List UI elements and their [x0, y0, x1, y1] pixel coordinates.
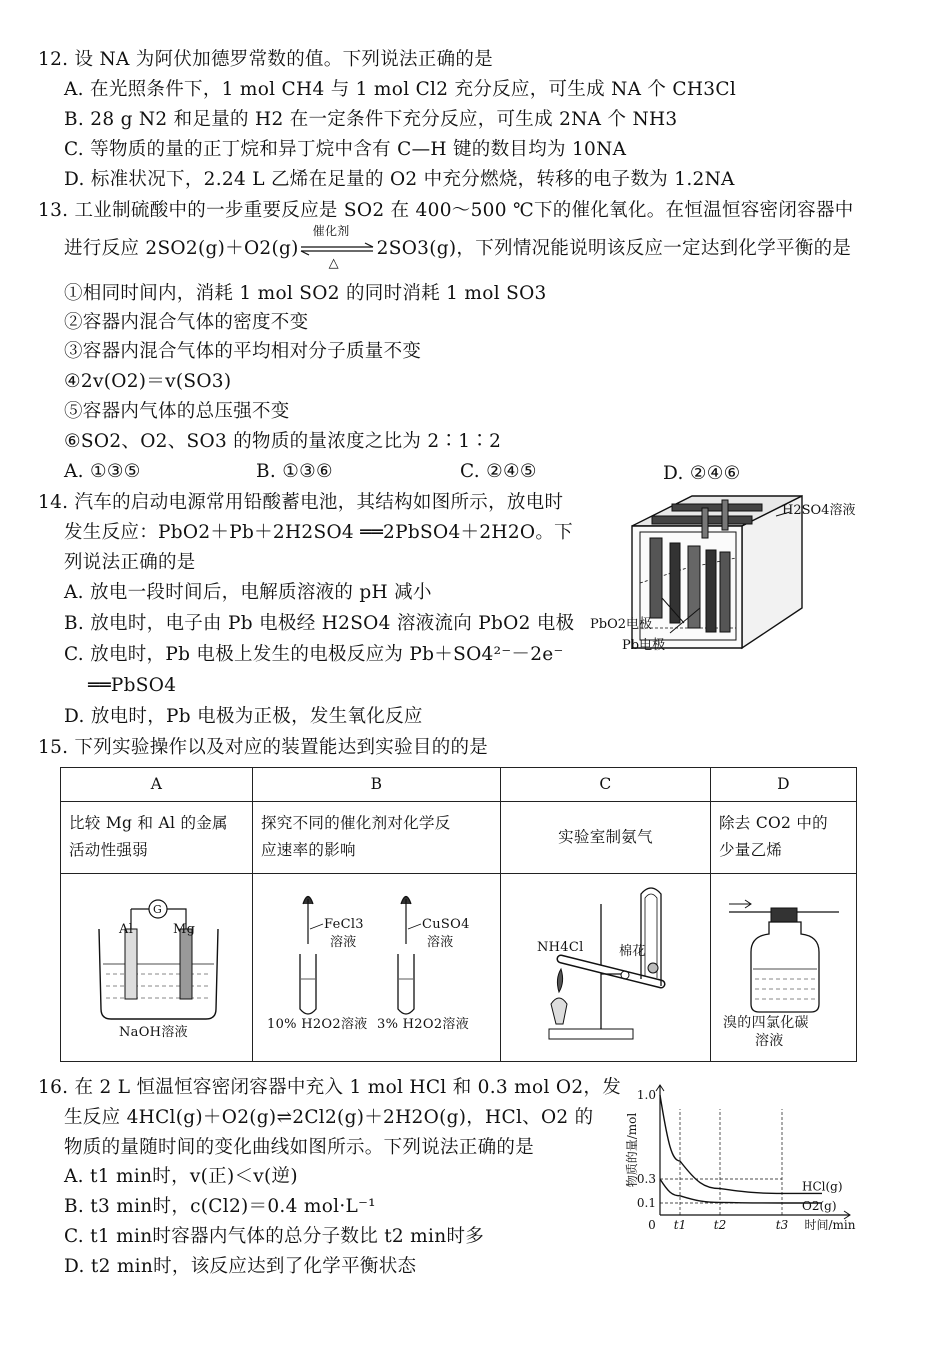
q13-reaction-line [64, 224, 852, 271]
q13-item-5: ⑤容器内气体的总压强不变 [64, 401, 290, 422]
catalyst-test-tubes-figure [253, 874, 501, 1060]
lead-acid-battery-figure [592, 488, 932, 688]
q16-stem-2: 生反应 4HCl(g)＋O2(g)⇌2Cl2(g)＋2H2O(g)，HCl、O2 的 [64, 1107, 594, 1128]
q13-stem: 13. 工业制硫酸中的一步重要反应是 SO2 在 400～500 ℃下的催化氧化。在恒温恒容密闭容器中 [38, 200, 854, 221]
h2o2-3-label: 3% H2O2溶液 [377, 1017, 469, 1033]
q15-stem: 15. 下列实验操作以及对应的装置能达到实验目的的是 [38, 737, 489, 758]
purpose-b [253, 802, 501, 873]
al-electrode-label: Al [119, 922, 134, 938]
galvanometer-label: G [153, 903, 163, 917]
table-figure-row [61, 873, 857, 1061]
fecl3-label: FeCl3 [324, 917, 364, 933]
purpose-d-line-2: 少量乙烯 [719, 841, 783, 860]
y-tick-label: 0.3 [636, 1172, 656, 1186]
q13-item-2: ②容器内混合气体的密度不变 [64, 312, 309, 333]
figure-d-cell [711, 873, 857, 1061]
q13-equilibrium-arrow [299, 224, 377, 271]
q12-option-a: A. 在光照条件下，1 mol CH4 与 1 mol Cl2 充分反应，可生成 NA 个 CH3Cl [64, 79, 737, 100]
figure-b-cell [253, 873, 501, 1061]
purpose-c [501, 802, 711, 873]
purpose-b-line-1: 探究不同的催化剂对化学反 [261, 814, 451, 833]
x-tick-label: 0 [648, 1218, 656, 1232]
x-axis-label: 时间/min [804, 1218, 856, 1232]
q13-reaction-left: 进行反应 2SO2(g)＋O2(g) [64, 238, 299, 259]
battery-pbo2-label: PbO2电极 [590, 617, 652, 632]
y-tick-label: 0.1 [636, 1196, 656, 1210]
x-tick-label: t2 [713, 1218, 727, 1232]
series-label-o2: O2(g) [802, 1199, 837, 1213]
q14-stem-3: 列说法正确的是 [64, 552, 196, 573]
header-b: B [253, 768, 501, 802]
q14-option-d: D. 放电时，Pb 电极为正极，发生氧化反应 [64, 706, 423, 727]
series-line-hcl [660, 1095, 822, 1193]
figure-a-cell [61, 873, 253, 1061]
purpose-c-line-1: 实验室制氨气 [558, 827, 653, 846]
nh4cl-label: NH4Cl [537, 940, 584, 956]
ammonia-preparation-figure [501, 874, 711, 1060]
q16-option-b: B. t3 min时，c(Cl2)＝0.4 mol·L⁻¹ [64, 1196, 376, 1217]
q14-option-a: A. 放电一段时间后，电解质溶液的 pH 减小 [64, 582, 432, 603]
q16-option-a: A. t1 min时，v(正)＜v(逆) [64, 1166, 298, 1187]
q16-option-d: D. t2 min时，该反应达到了化学平衡状态 [64, 1256, 417, 1277]
q12-option-b: B. 28 g N2 和足量的 H2 在一定条件下充分反应，可生成 2NA 个 NH3 [64, 109, 678, 130]
q14-option-c-cont: ══PbSO4 [88, 675, 177, 696]
purpose-b-line-2: 应速率的影响 [261, 841, 356, 860]
bromine-solution-label-1: 溴的四氯化碳 [723, 1015, 809, 1032]
q16-stem-3: 物质的量随时间的变化曲线如图所示。下列说法正确的是 [64, 1137, 535, 1158]
q14-option-b: B. 放电时，电子由 Pb 电极经 H2SO4 溶液流向 PbO2 电极 [64, 613, 575, 634]
q13-option-b: B. ①③⑥ [256, 461, 333, 482]
q12-option-c: C. 等物质的量的正丁烷和异丁烷中含有 C—H 键的数目均为 10NA [64, 139, 627, 160]
x-tick-label: t3 [775, 1218, 789, 1232]
cuso4-label: CuSO4 [422, 917, 470, 933]
q13-catalyst-label: 催化剂 [312, 224, 350, 238]
moles-vs-time-chart [612, 1070, 872, 1240]
q13-item-6: ⑥SO2、O2、SO3 的物质的量浓度之比为 2∶1∶2 [64, 431, 502, 452]
q15-experiment-table [60, 767, 857, 1062]
purpose-a-line-1: 比较 Mg 和 Al 的金属 [69, 814, 228, 833]
q16-option-c: C. t1 min时容器内气体的总分子数比 t2 min时多 [64, 1226, 485, 1247]
naoh-solution-label: NaOH溶液 [119, 1025, 188, 1041]
q13-heat-label: △ [328, 256, 339, 271]
q13-item-1: ①相同时间内，消耗 1 mol SO2 的同时消耗 1 mol SO3 [64, 283, 547, 304]
q12-stem: 12. 设 NA 为阿伏加德罗常数的值。下列说法正确的是 [38, 49, 494, 70]
bromine-solution-label-2: 溶液 [755, 1033, 784, 1050]
battery-pb-label: Pb电极 [622, 638, 666, 653]
purpose-d-line-1: 除去 CO2 中的 [719, 814, 828, 833]
cuso4-solution-label: 溶液 [427, 935, 454, 951]
q13-option-a: A. ①③⑤ [64, 461, 141, 482]
q14-stem-2: 发生反应：PbO2＋Pb＋2H2SO4 ══2PbSO4＋2H2O。下 [64, 522, 573, 543]
table-header-row [61, 768, 857, 802]
x-tick-label: t1 [673, 1218, 687, 1232]
q13-option-d: D. ②④⑥ [663, 463, 741, 484]
h2o2-10-label: 10% H2O2溶液 [267, 1017, 368, 1033]
gas-washing-bottle-figure [711, 874, 857, 1060]
q13-reaction-right: 2SO3(g)，下列情况能说明该反应一定达到化学平衡的是 [376, 238, 852, 259]
header-c: C [501, 768, 711, 802]
q14-stem-1: 14. 汽车的启动电源常用铅酸蓄电池，其结构如图所示，放电时 [38, 492, 564, 513]
header-d: D [711, 768, 857, 802]
table-purpose-row [61, 802, 857, 873]
q16-stem-1: 16. 在 2 L 恒温恒容密闭容器中充入 1 mol HCl 和 0.3 mol O2，发 [38, 1077, 621, 1098]
header-a: A [61, 768, 253, 802]
cotton-label: 棉花 [619, 944, 646, 960]
purpose-a [61, 802, 253, 873]
q14-option-c: C. 放电时，Pb 电极上发生的电极反应为 Pb＋SO4²⁻－2e⁻ [64, 644, 564, 665]
y-axis-label: 物质的量/mol [625, 1112, 639, 1188]
q13-item-3: ③容器内混合气体的平均相对分子质量不变 [64, 341, 422, 362]
q13-option-c: C. ②④⑤ [460, 461, 537, 482]
purpose-a-line-2: 活动性强弱 [69, 841, 149, 860]
battery-h2so4-label: H2SO4溶液 [782, 503, 856, 518]
q13-item-4: ④2v(O2)＝v(SO3) [64, 371, 232, 392]
y-tick-label: 1.0 [636, 1088, 656, 1102]
figure-c-cell [501, 873, 711, 1061]
fecl3-solution-label: 溶液 [330, 935, 357, 951]
purpose-d [711, 802, 857, 873]
mg-electrode-label: Mg [173, 922, 196, 938]
q12-option-d: D. 标准状况下，2.24 L 乙烯在足量的 O2 中充分燃烧，转移的电子数为 1.2NA [64, 169, 735, 190]
series-label-hcl: HCl(g) [802, 1179, 843, 1194]
